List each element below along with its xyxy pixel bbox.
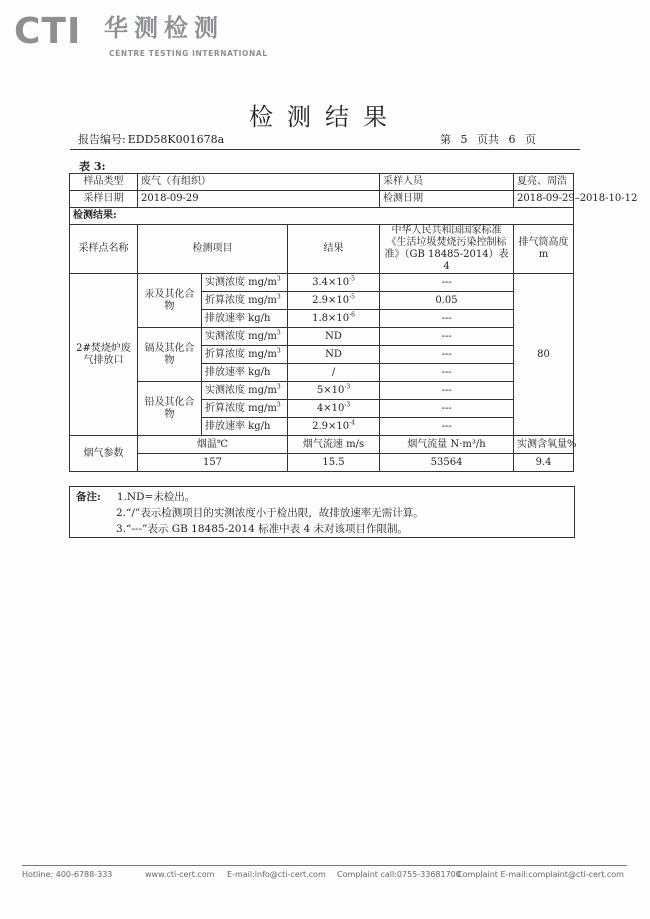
result-cell: ND (288, 346, 380, 364)
flue-oxygen-value: 9.4 (514, 454, 574, 472)
test-date-value: 2018-09-29–2018-10-12 (514, 191, 574, 208)
limit-cell: --- (380, 310, 514, 328)
note-2: 2.“/”表示检测项目的实测浓度小于检出限，故排放速率无需计算。 (116, 507, 424, 519)
result-cell: $2.9\times 10^{-5}$ (288, 292, 380, 310)
header-result: 结果 (288, 225, 380, 274)
result-cell: $2.9\times 10^{-4}$ (288, 418, 380, 436)
result-cell: ND (288, 328, 380, 346)
sampling-point-name: 2#焚烧炉废气排放口 (70, 274, 138, 436)
footer-hotline: Hotline: 400-6788-333 (22, 870, 113, 879)
limit-cell: --- (380, 274, 514, 292)
parameter-cell: 排放速率 kg/h (202, 418, 288, 436)
report-number (78, 131, 224, 147)
parameter-cell: 排放速率 kg/h (202, 364, 288, 382)
flue-temp-label: 烟温℃ (138, 436, 288, 454)
pollutant-group-name: 镉及其化合物 (138, 328, 202, 382)
company-logo (14, 11, 268, 58)
report-number-label: 报告编号: (78, 133, 126, 146)
test-date-label: 检测日期 (380, 191, 514, 208)
sample-date-label: 采样日期 (70, 191, 138, 208)
logo-name-cn: 华测检测 (104, 14, 224, 42)
header-item: 检测项目 (138, 225, 288, 274)
limit-cell: --- (380, 400, 514, 418)
limit-cell: --- (380, 328, 514, 346)
limit-cell: --- (380, 364, 514, 382)
footer-complaint-call: Complaint call:0755-33681700 (337, 870, 461, 879)
stack-height-value: 80 (514, 274, 574, 436)
result-cell: $1.8\times 10^{-6}$ (288, 310, 380, 328)
report-number-value: EDD58K001678a (127, 133, 225, 146)
notes-label: 备注: (76, 491, 101, 503)
sampler-value: 夏亮、周浩 (514, 174, 574, 191)
footer-complaint-email[interactable]: Complaint E-mail:complaint@cti-cert.com (457, 870, 624, 879)
footer-website[interactable]: www.cti-cert.com (145, 870, 215, 879)
table-label: 表 3: (79, 160, 106, 173)
parameter-cell: 折算浓度 $mg/m^3$ (202, 400, 288, 418)
notes-box (69, 486, 575, 538)
limit-cell: --- (380, 418, 514, 436)
parameter-cell: 实测浓度 $mg/m^3$ (202, 274, 288, 292)
sample-type-value: 废气（有组织） (138, 174, 380, 191)
table-row (70, 274, 574, 292)
page-title: 检测结果 (249, 103, 401, 131)
note-1: 1.ND=未检出。 (116, 491, 196, 503)
limit-cell: 0.05 (380, 292, 514, 310)
result-cell: $4\times 10^{-3}$ (288, 400, 380, 418)
logo-name-en: CENTRE TESTING INTERNATIONAL (109, 49, 268, 58)
result-cell: $3.4\times 10^{-5}$ (288, 274, 380, 292)
parameter-cell: 折算浓度 $mg/m^3$ (202, 346, 288, 364)
flue-params-label: 烟气参数 (70, 436, 138, 472)
sample-type-label: 样品类型 (70, 174, 138, 191)
flue-temp-value: 157 (138, 454, 288, 472)
result-cell: / (288, 364, 380, 382)
header-height: 排气筒高度 m (514, 225, 574, 274)
footer-divider (22, 865, 627, 866)
note-3: 3.“---”表示 GB 18485-2014 标准中表 4 未对该项目作限制。 (116, 523, 409, 535)
pollutant-group-name: 铅及其化合物 (138, 382, 202, 436)
footer-email[interactable]: E-mail:info@cti-cert.com (227, 870, 326, 879)
limit-cell: --- (380, 346, 514, 364)
result-cell: $5\times 10^{-3}$ (288, 382, 380, 400)
header-point: 采样点名称 (70, 225, 138, 274)
table-row (70, 382, 574, 400)
flue-oxygen-label: 实测含氧量% (514, 436, 574, 454)
flue-speed-value: 15.5 (288, 454, 380, 472)
sampler-label: 采样人员 (380, 174, 514, 191)
parameter-cell: 排放速率 kg/h (202, 310, 288, 328)
flue-flow-value: 53564 (380, 454, 514, 472)
header-divider (70, 149, 580, 150)
table-row (70, 328, 574, 346)
parameter-cell: 实测浓度 $mg/m^3$ (202, 328, 288, 346)
limit-cell: --- (380, 382, 514, 400)
header-standard: 中华人民共和国国家标准《生活垃圾焚烧污染控制标准》（GB 18485-2014）表 4 (380, 225, 514, 274)
pollutant-group-name: 汞及其化合物 (138, 274, 202, 328)
page-indicator: 第 5 页共 6 页 (440, 133, 536, 146)
results-table (69, 173, 638, 472)
flue-flow-label: 烟气流量 N·m³/h (380, 436, 514, 454)
parameter-cell: 折算浓度 $mg/m^3$ (202, 292, 288, 310)
parameter-cell: 实测浓度 $mg/m^3$ (202, 382, 288, 400)
sample-date-value: 2018-09-29 (138, 191, 380, 208)
logo-brand: CTI (14, 11, 82, 52)
flue-speed-label: 烟气流速 m/s (288, 436, 380, 454)
results-label: 检测结果: (70, 208, 574, 225)
